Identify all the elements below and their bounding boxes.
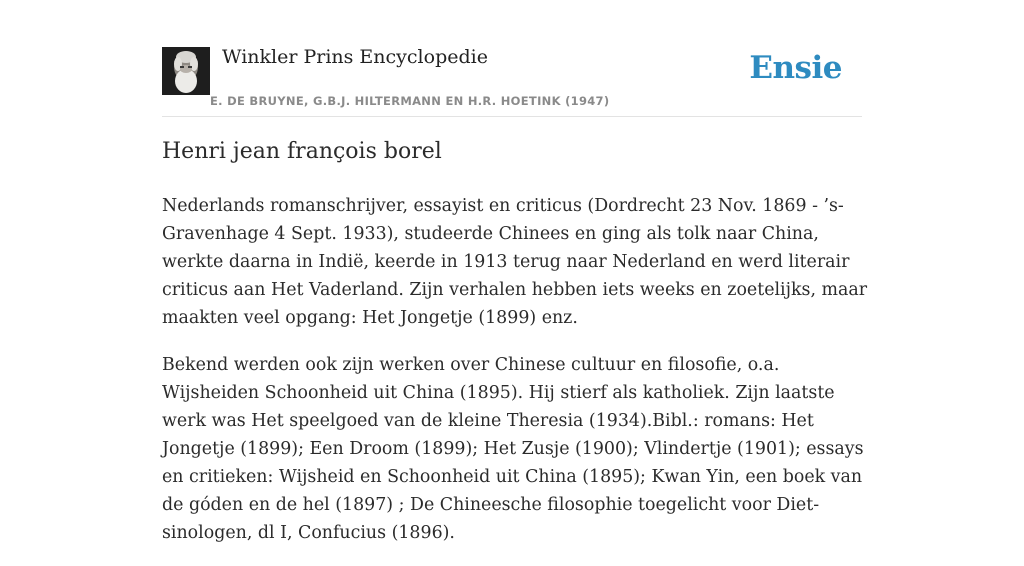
article-body: [162, 192, 868, 566]
author-portrait-icon: [162, 47, 210, 95]
article-paragraph: Bekend werden ook zijn werken over Chinese cultuur en filosofie, o.a. Wijsheiden Schoonheid uit China (1895). Hij stierf als katholiek. Zijn laatste werk was Het speelgoed van de kleine Theresia (1934).Bibl.: romans: Het Jongetje (1899); Een Droom (1899); Het Zusje (1900); Vlindertje (1901); essays en critieken: Wijsheid en Schoonheid uit China (1895); Kwan Yin, een boek van de góden en de hel (1897) ; De Chineesche filosophie toegelicht voor Diet-sinologen, dl I, Confucius (1896).: [162, 355, 864, 543]
source-title[interactable]: Winkler Prins Encyclopedie: [222, 46, 488, 68]
source-authors: E. DE BRUYNE, G.B.J. HILTERMANN EN H.R. HOETINK (1947): [210, 94, 610, 108]
author-avatar[interactable]: [162, 47, 210, 95]
article-paragraph: Nederlands romanschrijver, essayist en criticus (Dordrecht 23 Nov. 1869 - ’s-Gravenhage 4 Sept. 1933), studeerde Chinees en ging als tolk naar China, werkte daarna in Indië, keerde in 1913 terug naar Nederland en werd literair criticus aan Het Vaderland. Zijn verhalen hebben iets weeks en zoetelijks, maar maakten veel opgang: Het Jongetje (1899) enz.: [162, 196, 868, 328]
brand-logo-link[interactable]: Ensie: [749, 50, 842, 86]
article-title: Henri jean françois borel: [162, 139, 442, 164]
source-header: [162, 44, 862, 117]
